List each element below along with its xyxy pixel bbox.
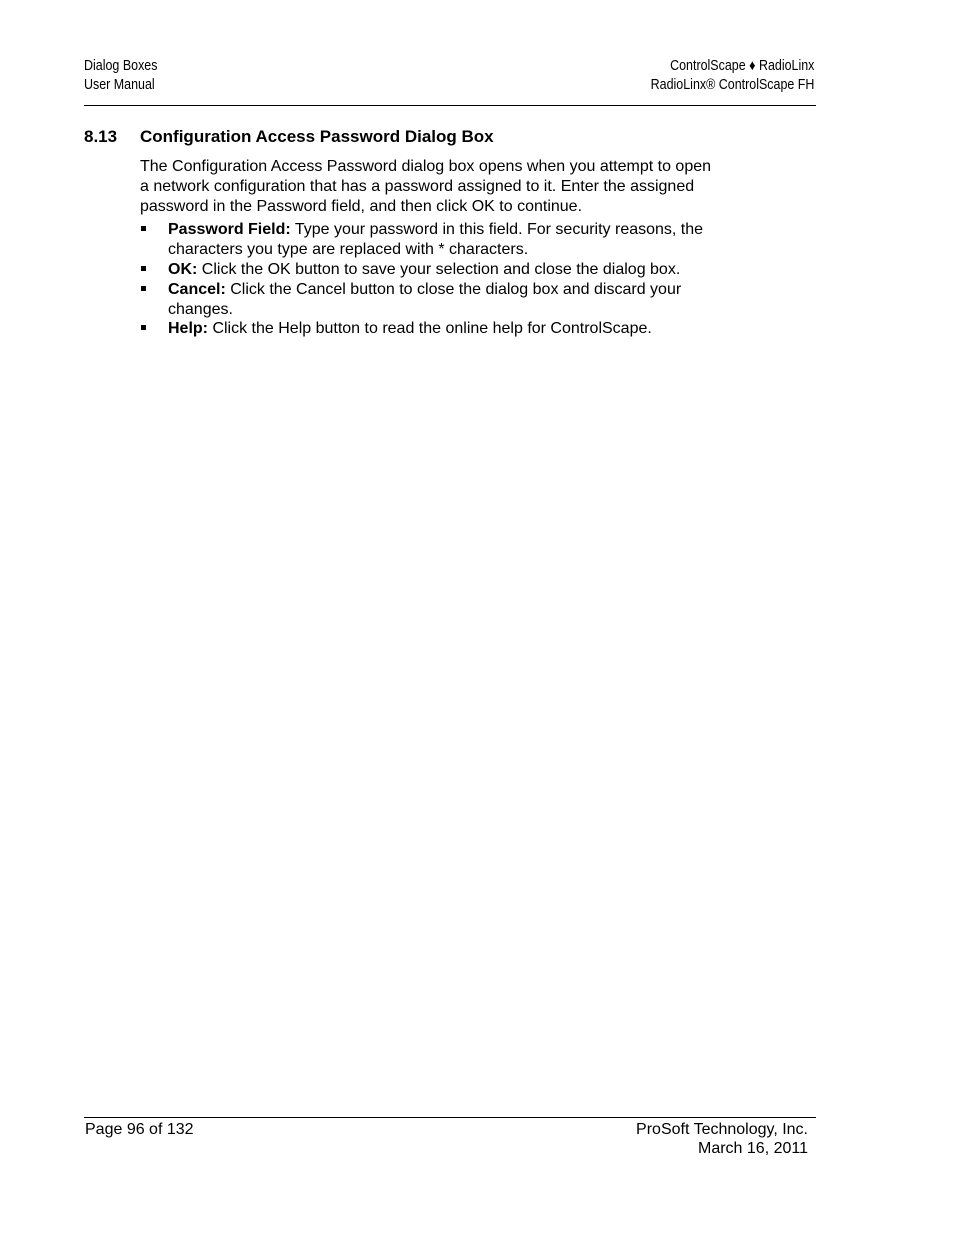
- section-number: 8.13: [84, 127, 118, 146]
- intro-line: a network configuration that has a password assigned to it. Enter the assigned: [140, 177, 695, 195]
- section-heading: [84, 126, 494, 148]
- footer-divider: [84, 1117, 816, 1118]
- list-item-text: Click the Help button to read the online help for ControlScape.: [208, 320, 652, 338]
- header-divider: [84, 105, 816, 106]
- list-item-term: Password Field:: [168, 221, 291, 239]
- footer-company: ProSoft Technology, Inc.: [636, 1121, 808, 1138]
- list-item-ok: [140, 260, 780, 280]
- list-item-text: Click the OK button to save your selection and close the dialog box.: [197, 260, 681, 278]
- page-number: Page 96 of 132: [85, 1121, 194, 1138]
- header-product-name: RadioLinx® ControlScape FH: [650, 77, 814, 93]
- intro-paragraph: [140, 157, 780, 216]
- intro-line: password in the Password field, and then click OK to continue.: [140, 197, 583, 215]
- header-product-line: ControlScape ♦ RadioLinx: [669, 58, 814, 74]
- header-doc-type: User Manual: [84, 77, 155, 93]
- intro-line: The Configuration Access Password dialog box opens when you attempt to open: [140, 158, 712, 175]
- page-header-left: [84, 57, 157, 95]
- section-title: Configuration Access Password Dialog Box: [140, 127, 494, 146]
- list-item-term: Help:: [168, 320, 208, 338]
- page-footer-right: [636, 1120, 808, 1158]
- page-header-right: [650, 57, 814, 95]
- header-chapter: Dialog Boxes: [84, 58, 158, 74]
- list-item-text: characters you type are replaced with * characters.: [168, 241, 529, 259]
- list-item-text: Click the Cancel button to close the dialog box and discard your: [225, 280, 682, 298]
- square-bullet-icon: [141, 226, 146, 231]
- list-item-text: Type your password in this field. For security reasons, the: [290, 221, 704, 239]
- list-item-term: OK:: [168, 260, 198, 278]
- field-description-list: [140, 220, 780, 339]
- list-item-term: Cancel:: [168, 280, 226, 298]
- list-item-text: changes.: [168, 300, 233, 318]
- footer-date: March 16, 2011: [698, 1140, 808, 1157]
- section-body: [140, 157, 780, 339]
- square-bullet-icon: [141, 325, 146, 330]
- square-bullet-icon: [141, 266, 146, 271]
- list-item-password-field: [140, 220, 780, 260]
- square-bullet-icon: [141, 286, 146, 291]
- list-item-help: [140, 319, 780, 339]
- list-item-cancel: [140, 280, 780, 320]
